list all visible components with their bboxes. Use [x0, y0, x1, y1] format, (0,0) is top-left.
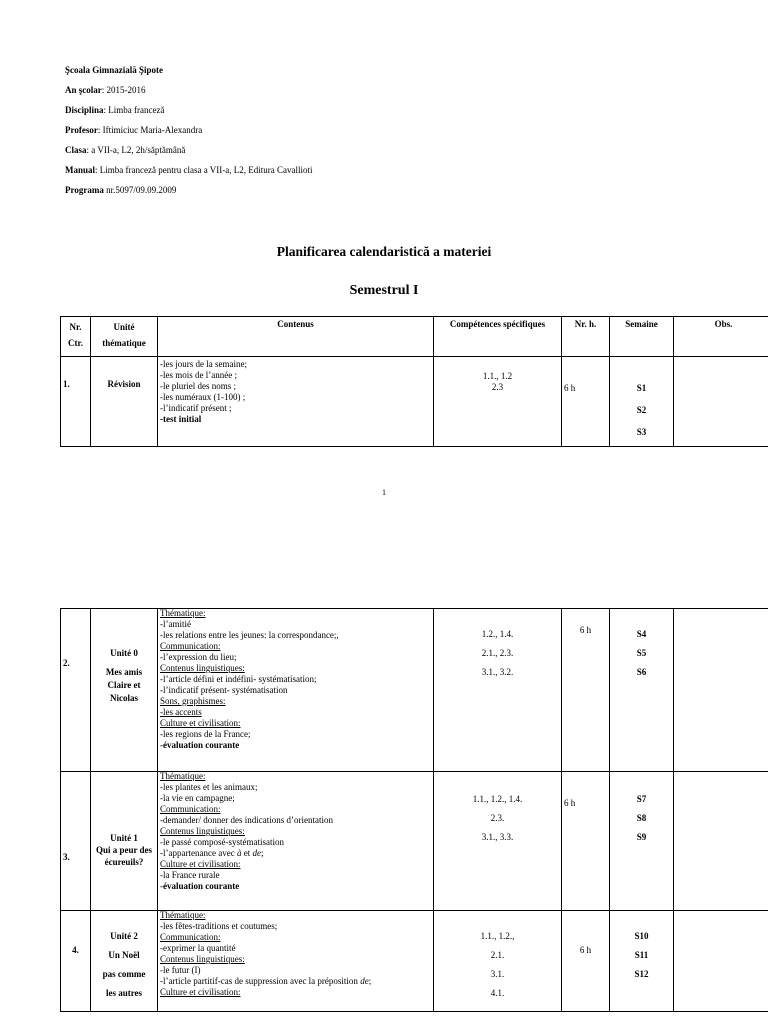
row-obs	[674, 357, 768, 447]
semester-title: Semestrul I	[349, 283, 419, 298]
row-competences: 1.1., 1.2., 1.4. 2.3. 3.1., 3.3.	[434, 772, 562, 911]
row-competences: 1.1., 1.2 2.3	[434, 357, 562, 447]
teacher: Profesor: Iftimiciuc Maria-Alexandra	[65, 125, 203, 135]
program-info: Programa nr.5097/09.09.2009	[65, 185, 177, 195]
school-name: Şcoala Gimnazială Şipote	[65, 65, 164, 75]
document-title: Planificarea calendaristică a materiei	[276, 244, 492, 259]
row-weeks: S4 S5 S6	[610, 609, 674, 772]
col-hours-header: Nr. h.	[562, 317, 610, 357]
manual-info: Manual: Limba franceză pentru clasa a VII-a, L2, Editura Cavallioti	[65, 165, 313, 175]
row-obs	[674, 772, 768, 911]
class-info: Clasa: a VII-a, L2, 2h/săptămână	[65, 145, 186, 155]
row-obs	[674, 609, 768, 772]
col-weeks-header: Semaine	[610, 317, 674, 357]
table-row	[61, 357, 768, 447]
row-hours: 6 h	[562, 772, 610, 911]
row-content: Thématique: -l’amitié -les relations entre les jeunes: la correspondance;, Communication: -l’expression du lieu; Contenus linguistiques: -l’article défini et indéfini- systématisation; -l’indicatif présent- systématisation Sons, graphismes: -les accents Culture et civilisation: -les regions de la France; -évaluation courante	[158, 609, 434, 772]
row-unit: Révision	[91, 357, 158, 447]
planning-table	[60, 316, 768, 447]
row-hours: 6 h	[562, 911, 610, 1012]
row-weeks: S7 S8 S9	[610, 772, 674, 911]
row-hours: 6 h	[562, 609, 610, 772]
row-nr: 4.	[61, 911, 91, 1012]
subject: Disciplina: Limba franceză	[65, 105, 165, 115]
row-nr: 2.	[61, 609, 91, 772]
page-number: 1	[382, 488, 386, 497]
col-nr-header: Nr. Ctr.	[61, 317, 91, 357]
row-nr: 3.	[61, 772, 91, 911]
row-weeks: S1 S2 S3	[610, 357, 674, 447]
row-content: Thématique: -les plantes et les animaux; -la vie en campagne; Communication: -demander/ donner des indications d’orientation Contenus linguistiques: -le passé composé-systématisation -l’appartenance avec à et de; Culture et civilisation: -la France rurale -évaluation courante	[158, 772, 434, 911]
row-competences: 1.2., 1.4. 2.1., 2.3. 3.1., 3.2.	[434, 609, 562, 772]
row-nr: 1.	[61, 357, 91, 447]
row-weeks: S10 S11 S12	[610, 911, 674, 1012]
row-content: Thématique: -les fêtes-traditions et coutumes; Communication: -exprimer la quantité Contenus linguistiques: -le futur (I) -l’article partitif-cas de suppression avec la préposition de; Culture et civilisation:	[158, 911, 434, 1012]
planning-table-continued	[60, 608, 768, 1012]
school-year: An şcolar: 2015-2016	[65, 85, 146, 95]
col-obs-header: Obs.	[674, 317, 768, 357]
table-row	[61, 609, 768, 772]
table-row	[61, 772, 768, 911]
row-competences: 1.1., 1.2., 2.1. 3.1. 4.1.	[434, 911, 562, 1012]
table-header-row	[61, 317, 768, 357]
row-unit: Unité 0 Mes amis Claire et Nicolas	[91, 609, 158, 772]
col-unit-header: Unité thématique	[91, 317, 158, 357]
row-hours: 6 h	[562, 357, 610, 447]
table-row	[61, 911, 768, 1012]
col-competences-header: Compétences spécifiques	[434, 317, 562, 357]
row-content: -les jours de la semaine; -les mois de l’année ; -le pluriel des noms ; -les numéraux (1-100) ; -l’indicatif présent ; -test initial	[158, 357, 434, 447]
row-obs	[674, 911, 768, 1012]
row-unit: Unité 2 Un Noël pas comme les autres	[91, 911, 158, 1012]
col-content-header: Contenus	[158, 317, 434, 357]
row-unit: Unité 1 Qui a peur des écureuils?	[91, 772, 158, 911]
